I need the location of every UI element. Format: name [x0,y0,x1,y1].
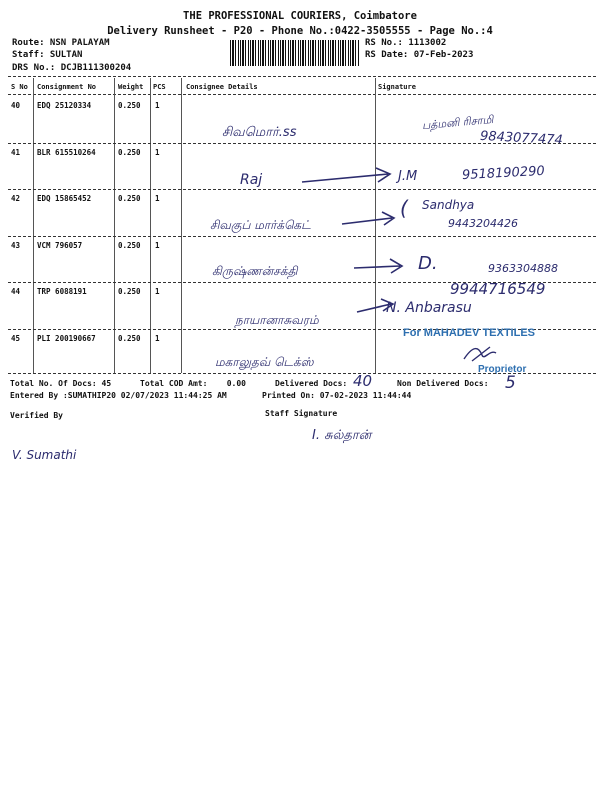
consignee-handwriting: நாயானாசுவரம் [235,313,319,327]
row-divider [8,143,596,144]
col-header-pcs: PCS [153,83,166,91]
non-delivered-count-handwriting: 5 [505,373,516,393]
col-header-sno: S No [11,83,28,91]
row-pcs: 1 [155,287,160,296]
row-consignment: EDQ 15865452 [37,194,92,203]
row-weight: 0.250 [118,101,141,110]
col-header-weight: Weight [118,83,144,91]
arrow-icon [352,256,408,278]
row-pcs: 1 [155,194,160,203]
non-delivered-label: Non Delivered Docs: [397,379,489,388]
signature-mark: ( [400,196,408,220]
rs-number: RS No.: 1113002 [365,38,447,48]
row-weight: 0.250 [118,334,141,343]
row-sno: 42 [11,194,21,203]
delivered-label: Delivered Docs: [275,379,348,388]
phone-handwriting: 9944716549 [450,280,546,298]
staff-signature-label: Staff Signature [265,409,338,418]
signature-handwriting: பத்மனி ரிசாமி [421,112,494,133]
row-weight: 0.250 [118,287,141,296]
phone-handwriting: 9843077474 [479,128,564,149]
delivered-count-handwriting: 40 [353,372,373,390]
phone-handwriting: 9443204426 [448,217,518,230]
row-consignment: VCM 796057 [37,241,83,250]
phone-handwriting: 9363304888 [488,262,558,275]
divider [8,94,596,95]
row-pcs: 1 [155,148,160,157]
arrow-icon [340,210,400,232]
staff-label: Staff: SULTAN [12,50,83,60]
row-sno: 45 [11,334,21,343]
consignee-handwriting: கிருஷ்ணன்சக்தி [212,264,298,278]
route-label: Route: NSN PALAYAM [12,38,110,48]
consignee-handwriting: Raj [240,172,263,188]
stamp-proprietor: Proprietor [478,364,527,375]
row-consignment: BLR 615510264 [37,148,96,157]
signature-handwriting: Sandhya [422,198,475,212]
total-cod: Total COD Amt: 0.00 [140,379,246,388]
entered-by: Entered By :SUMATHIP20 02/07/2023 11:44:25 AM [10,391,227,400]
signature-handwriting: J.M [398,169,418,184]
staff-signature: I. சுல்தான் [312,428,372,443]
drs-number: DRS No.: DCJB111300204 [12,63,132,73]
row-sno: 44 [11,287,21,296]
verified-signature: V. Sumathi [12,448,77,462]
col-header-consignee: Consignee Details [186,83,258,91]
stamp-company: For MAHADEV TEXTILES [403,327,536,339]
verified-by-label: Verified By [10,411,63,420]
arrow-icon [300,166,396,188]
rs-date: RS Date: 07-Feb-2023 [365,50,474,60]
barcode [230,40,360,66]
divider [8,76,596,77]
signature-handwriting: D. [418,253,438,274]
total-docs: Total No. Of Docs: 45 [10,379,112,388]
row-consignment: PLI 200190667 [37,334,96,343]
printed-on: Printed On: 07-02-2023 11:44:44 [262,391,412,400]
row-consignment: EDQ 25120334 [37,101,92,110]
row-sno: 40 [11,101,21,110]
consignee-handwriting: மகாலுதவ் டெக்ஸ் [215,355,314,369]
row-weight: 0.250 [118,194,141,203]
consignee-handwriting: சிவகுப் மார்க்கெட் [210,218,311,232]
row-divider [8,236,596,237]
row-sno: 41 [11,148,21,157]
row-pcs: 1 [155,101,160,110]
stamp-signature [460,341,500,365]
col-header-signature: Signature [378,83,416,91]
signature-handwriting: N. Anbarasu [386,300,472,316]
row-divider [8,189,596,190]
row-consignment: TRP 6088191 [37,287,87,296]
page-subtitle: Delivery Runsheet - P20 - Phone No.:0422-3505555 - Page No.:4 [107,25,493,37]
col-header-consignment: Consignment No [37,83,97,91]
row-weight: 0.250 [118,148,141,157]
row-pcs: 1 [155,334,160,343]
row-pcs: 1 [155,241,160,250]
phone-handwriting: 9518190290 [461,163,546,184]
consignee-handwriting: சிவமொர்.ss [222,125,297,140]
page-title: THE PROFESSIONAL COURIERS, Coimbatore [183,10,417,22]
row-weight: 0.250 [118,241,141,250]
row-sno: 43 [11,241,21,250]
